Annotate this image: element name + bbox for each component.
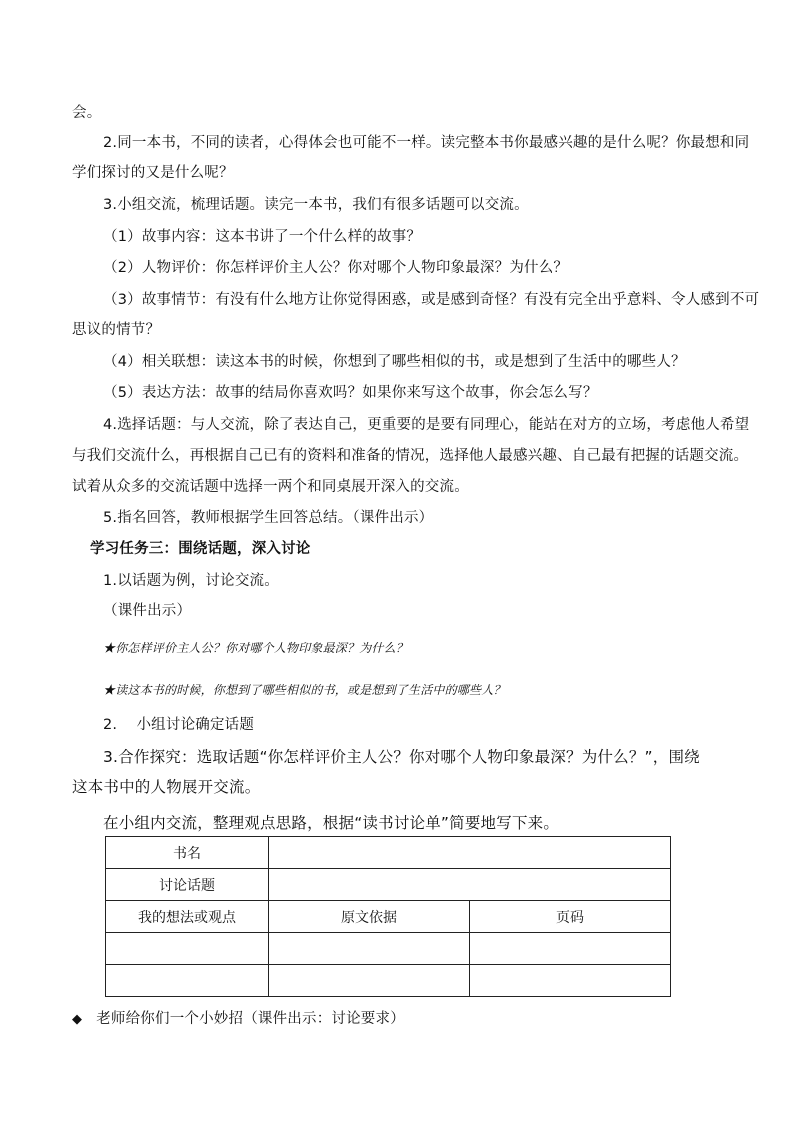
book-field[interactable] bbox=[269, 837, 671, 869]
text-line: 学们探讨的又是什么呢？ bbox=[72, 165, 234, 181]
tip-line bbox=[72, 1009, 405, 1030]
text-line: 会。 bbox=[72, 105, 102, 121]
book-label: 书名 bbox=[106, 837, 269, 869]
paragraph-9: 在小组内交流，整理观点思路，根据“读书讨论单”简要地写下来。 bbox=[103, 814, 560, 832]
text-line: 思议的情节？ bbox=[72, 322, 161, 338]
column-header: 我的想法或观点 bbox=[106, 901, 269, 933]
paragraph-7: 2. 小组讨论确定话题 bbox=[103, 717, 255, 733]
topic-2: （2）人物评价：你怎样评价主人公？你对哪个人物印象最深？为什么？ bbox=[103, 260, 569, 276]
topic-5: （5）表达方法：故事的结局你喜欢吗？如果你来写这个故事，你会怎么写？ bbox=[103, 385, 598, 401]
paragraph-6: 1.以话题为例，讨论交流。 bbox=[103, 573, 279, 589]
section-heading: 学习任务三：围绕话题，深入讨论 bbox=[90, 541, 311, 557]
table-header-row bbox=[106, 901, 671, 933]
table-row bbox=[106, 933, 671, 965]
topic-3: （3）故事情节：有没有什么地方让你觉得困惑，或是感到奇怪？有没有完全出乎意料、令人感到不可 bbox=[103, 292, 760, 308]
discussion-form-table bbox=[105, 836, 671, 997]
topic-label: 讨论话题 bbox=[106, 869, 269, 901]
table-cell[interactable] bbox=[269, 933, 470, 965]
diamond-bullet-icon: ◆ bbox=[72, 1012, 83, 1027]
column-header: 页码 bbox=[470, 901, 671, 933]
table-cell[interactable] bbox=[106, 933, 269, 965]
table-cell[interactable] bbox=[470, 933, 671, 965]
column-header: 原文依据 bbox=[269, 901, 470, 933]
table-row bbox=[106, 869, 671, 901]
table-cell[interactable] bbox=[269, 965, 470, 997]
paragraph-4: 4.选择话题：与人交流，除了表达自己，更重要的是要有同理心，能站在对方的立场，考虑他人希望 bbox=[103, 417, 750, 433]
text-line: 试着从众多的交流话题中选择一两个和同桌展开深入的交流。 bbox=[72, 479, 469, 495]
table-cell[interactable] bbox=[470, 965, 671, 997]
paragraph-3: 3.小组交流，梳理话题。读完一本书，我们有很多话题可以交流。 bbox=[103, 197, 529, 213]
topic-field[interactable] bbox=[269, 869, 671, 901]
topic-4: （4）相关联想：读这本书的时候，你想到了哪些相似的书，或是想到了生活中的哪些人？ bbox=[103, 354, 686, 370]
paragraph-2: 2.同一本书，不同的读者，心得体会也可能不一样。读完整本书你最感兴趣的是什么呢？你最想和同 bbox=[103, 135, 750, 151]
paragraph-5: 5.指名回答，教师根据学生回答总结。（课件出示） bbox=[103, 510, 434, 526]
table-row bbox=[106, 965, 671, 997]
table-row bbox=[106, 837, 671, 869]
text-line: 与我们交流什么，再根据自己已有的资料和准备的情况，选择他人最感兴趣、自己最有把握的话题交流。 bbox=[72, 448, 749, 464]
paragraph-8: 3.合作探究：选取话题“你怎样评价主人公？你对哪个人物印象最深？为什么？”，围绕 bbox=[103, 748, 700, 766]
slide-question-2: ★读这本书的时候，你想到了哪些相似的书，或是想到了生活中的哪些人？ bbox=[103, 683, 506, 697]
slide-note: （课件出示） bbox=[103, 603, 192, 619]
text-line: 这本书中的人物展开交流。 bbox=[72, 778, 261, 796]
table-cell[interactable] bbox=[106, 965, 269, 997]
tip-text: 老师给你们一个小妙招（课件出示：讨论要求） bbox=[96, 1011, 405, 1027]
slide-question-1: ★你怎样评价主人公？你对哪个人物印象最深？为什么？ bbox=[103, 641, 409, 655]
topic-1: （1）故事内容：这本书讲了一个什么样的故事？ bbox=[103, 229, 422, 245]
